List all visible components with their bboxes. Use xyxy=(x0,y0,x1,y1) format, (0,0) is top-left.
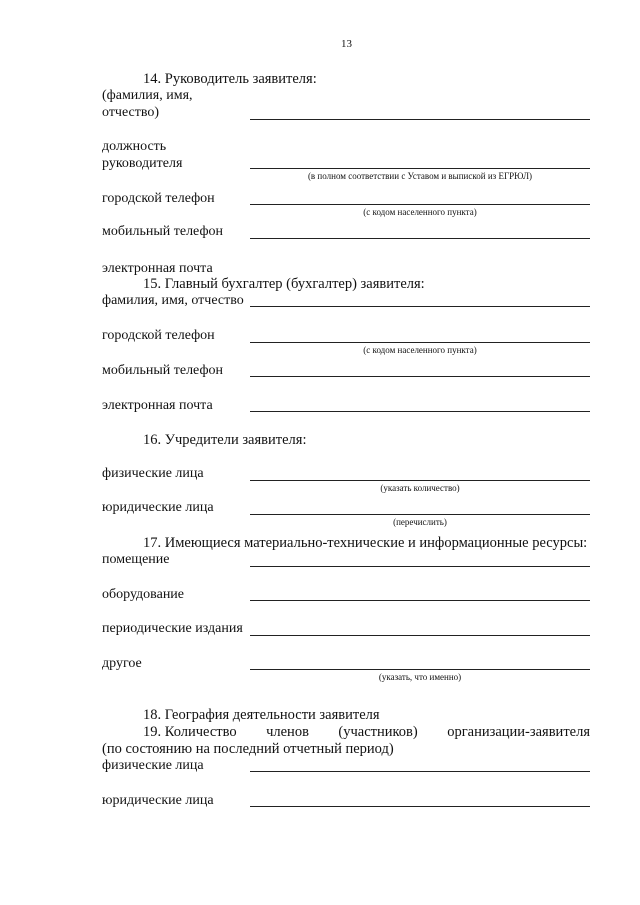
s14-position-field-line[interactable] xyxy=(250,168,590,169)
section-19-heading xyxy=(143,724,590,740)
s14-fio-field-line[interactable] xyxy=(250,119,590,120)
s17-equipment-field-line[interactable] xyxy=(250,600,590,601)
section-18-heading: 18. География деятельности заявителя xyxy=(143,707,380,723)
s14-mobile-label: мобильный телефон xyxy=(102,224,224,239)
s19-word-3: (участников) xyxy=(338,724,418,740)
section-17-heading: 17. Имеющиеся материально-технические и информационные ресурсы: xyxy=(143,535,588,551)
s15-email-label: электронная почта xyxy=(102,398,213,413)
s19-word-2: членов xyxy=(266,724,309,740)
s14-city-phone-label: городской телефон xyxy=(102,191,215,206)
s16-individuals-note: (указать количество) xyxy=(380,483,460,493)
s15-fio-label: фамилия, имя, отчество xyxy=(102,293,244,308)
s14-mobile-field-line[interactable] xyxy=(250,238,590,239)
s14-city-phone-note: (с кодом населенного пункта) xyxy=(363,207,477,217)
s17-periodicals-label: периодические издания xyxy=(102,621,243,636)
page-number: 13 xyxy=(341,38,352,50)
s16-individuals-field-line[interactable] xyxy=(250,480,590,481)
s19-individuals-field-line[interactable] xyxy=(250,771,590,772)
s15-city-phone-field-line[interactable] xyxy=(250,342,590,343)
s17-equipment-label: оборудование xyxy=(102,587,185,602)
s19-individuals-label: физические лица xyxy=(102,758,204,773)
s15-city-phone-label: городской телефон xyxy=(102,328,215,343)
s14-city-phone-field-line[interactable] xyxy=(250,204,590,205)
s14-email-label: электронная почта xyxy=(102,261,213,276)
s14-fio-label-line2: отчество) xyxy=(102,105,160,120)
s19-legal-field-line[interactable] xyxy=(250,806,590,807)
s15-mobile-label: мобильный телефон xyxy=(102,363,224,378)
s19-word-1: 19. Количество xyxy=(143,724,237,740)
s14-position-label-line1: должность xyxy=(102,139,167,154)
s16-legal-label: юридические лица xyxy=(102,500,214,515)
s15-city-phone-note: (с кодом населенного пункта) xyxy=(363,345,477,355)
s14-position-label-line2: руководителя xyxy=(102,156,183,171)
s16-legal-field-line[interactable] xyxy=(250,514,590,515)
s15-fio-field-line[interactable] xyxy=(250,306,590,307)
s19-legal-label: юридические лица xyxy=(102,793,214,808)
s14-position-note: (в полном соответствии с Уставом и выпиской из ЕГРЮЛ) xyxy=(307,171,533,181)
s19-word-4: организации-заявителя xyxy=(447,724,590,740)
s14-fio-label-line1: (фамилия, имя, xyxy=(102,88,193,103)
s17-premises-label: помещение xyxy=(102,552,170,567)
s16-individuals-label: физические лица xyxy=(102,466,204,481)
s16-legal-note: (перечислить) xyxy=(393,517,447,527)
s17-other-label: другое xyxy=(102,656,142,671)
section-14-heading: 14. Руководитель заявителя: xyxy=(143,71,317,87)
section-15-heading: 15. Главный бухгалтер (бухгалтер) заявителя: xyxy=(143,276,425,292)
s17-premises-field-line[interactable] xyxy=(250,566,590,567)
s17-other-field-line[interactable] xyxy=(250,669,590,670)
s15-mobile-field-line[interactable] xyxy=(250,376,590,377)
s17-other-note: (указать, что именно) xyxy=(378,672,462,682)
s15-email-field-line[interactable] xyxy=(250,411,590,412)
s17-periodicals-field-line[interactable] xyxy=(250,635,590,636)
s19-heading-line2: (по состоянию на последний отчетный период) xyxy=(102,741,394,757)
section-16-heading: 16. Учредители заявителя: xyxy=(143,432,307,448)
